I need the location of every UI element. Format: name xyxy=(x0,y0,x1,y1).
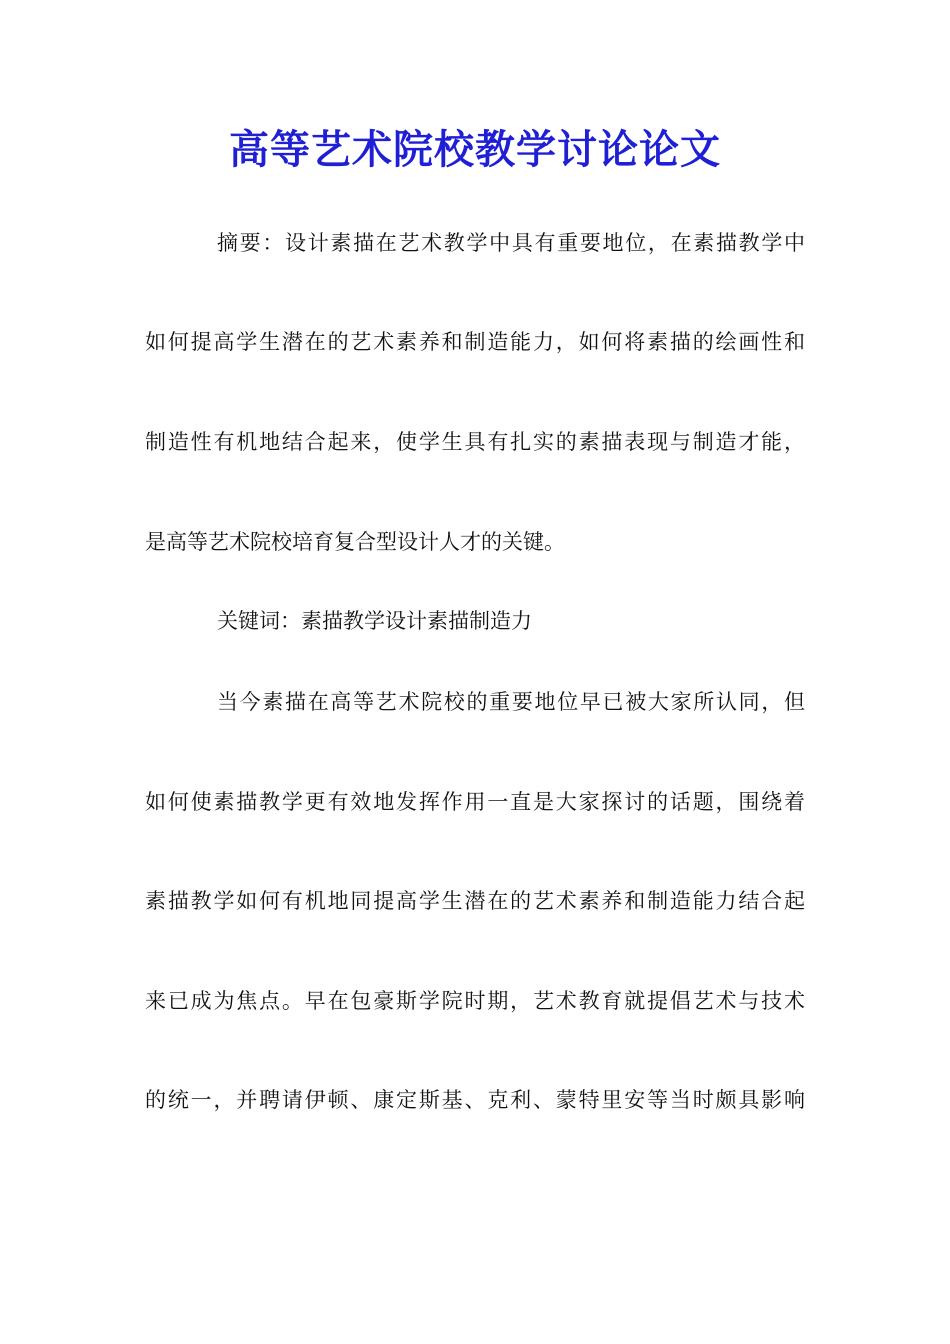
body-line: 来已成为焦点。早在包豪斯学院时期，艺术教育就提倡艺术与技术 xyxy=(145,989,805,1013)
abstract-line: 是高等艺术院校培育复合型设计人才的关键。 xyxy=(145,530,565,554)
document-title: 高等艺术院校教学讨论论文 xyxy=(229,126,721,173)
abstract-line: 如何提高学生潜在的艺术素养和制造能力，如何将素描的绘画性和 xyxy=(145,330,805,354)
body-line: 如何使素描教学更有效地发挥作用一直是大家探讨的话题，围绕着 xyxy=(145,790,805,814)
body-line: 素描教学如何有机地同提高学生潜在的艺术素养和制造能力结合起 xyxy=(145,889,805,913)
abstract-line: 摘要：设计素描在艺术教学中具有重要地位，在素描教学中 xyxy=(217,231,805,255)
keywords-line: 关键词：素描教学设计素描制造力 xyxy=(217,609,532,633)
abstract-line: 制造性有机地结合起来，使学生具有扎实的素描表现与制造才能， xyxy=(145,430,805,454)
body-line: 当今素描在高等艺术院校的重要地位早已被大家所认同，但 xyxy=(217,690,805,714)
body-line: 的统一，并聘请伊顿、康定斯基、克利、蒙特里安等当时颇具影响 xyxy=(145,1088,805,1112)
